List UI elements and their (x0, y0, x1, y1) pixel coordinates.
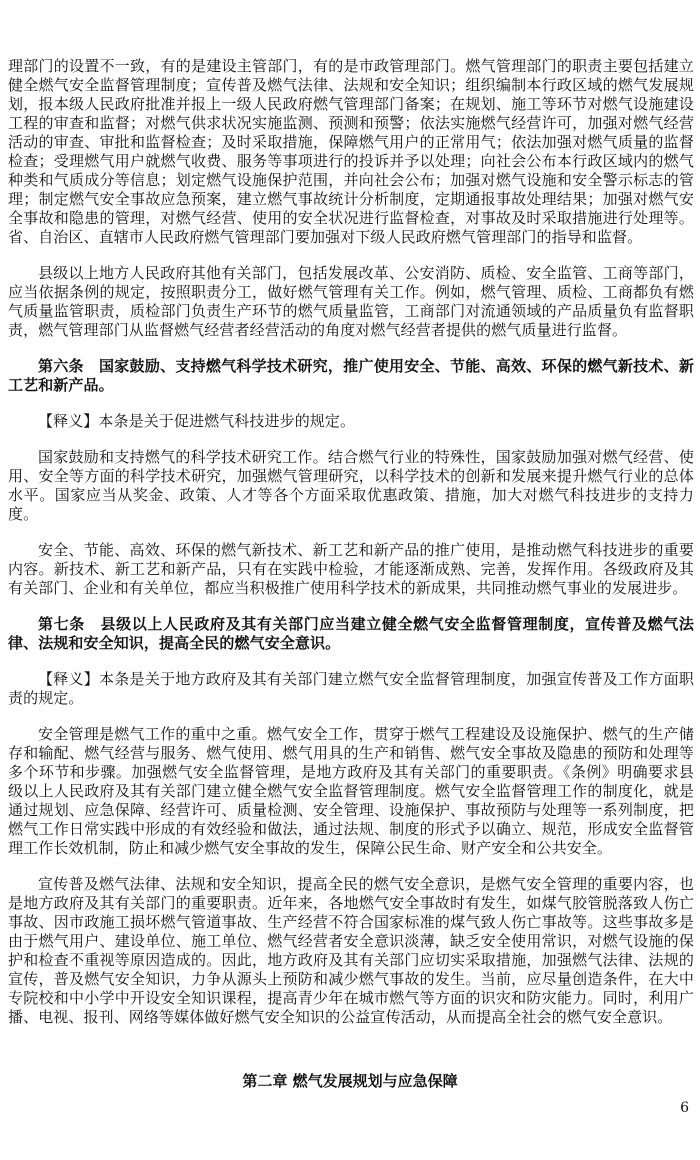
article-7-text: 第七条 县级以上人民政府及其有关部门应当建立健全燃气安全监督管理制度，宣传普及燃气法律、法规和安全知识，提高全民的燃气安全意识。 (8, 615, 694, 652)
paragraph-other-departments: 县级以上地方人民政府其他有关部门，包括发展改革、公安消防、质检、安全监管、工商等部门，应当依据条例的规定，按照职责分工，做好燃气管理有关工作。例如，燃气管理、质检、工商都负有燃气质量监管职责，质检部门负责生产环节的燃气质量监管，工商部门对流通领域的产品质量负有监督职责，燃气管理部门从监督燃气经营者经营活动的角度对燃气经营者提供的燃气质量进行监督。 (8, 264, 694, 339)
page-number: 6 (680, 1100, 689, 1116)
paragraph-safety-management: 安全管理是燃气工作的重中之重。燃气安全工作，贯穿于燃气工程建设及设施保护、燃气的生产储存和输配、燃气经营与服务、燃气使用、燃气用具的生产和销售、燃气安全事故及隐患的预防和处理等多个环节和步骤。加强燃气安全监督管理，是地方政府及其有关部门的重要职责。《条例》明确要求县级以上人民政府及其有关部门建立健全燃气安全监督管理制度。燃气安全监督管理工作的制度化，就是通过规划、应急保障、经营许可、质量检测、安全管理、设施保护、事故预防与处理等一系列制度，把燃气工作日常实践中形成的有效经验和做法，通过法规、制度的形式予以确立、规范，形成安全监督管理工作长效机制，防止和减少燃气安全事故的发生，保障公民生命、财产安全和公共安全。 (8, 725, 694, 857)
page-body-text (8, 57, 694, 1044)
article-6-text: 第六条 国家鼓励、支持燃气科学技术研究，推广使用安全、节能、高效、环保的燃气新技术、新工艺和新产品。 (8, 357, 694, 394)
article-7-commentary-lead: 【释义】本条是关于地方政府及其有关部门建立燃气安全监督管理制度，加强宣传普及工作方面职责的规定。 (8, 670, 694, 707)
chapter-2-heading: 第二章 燃气发展规划与应急保障 (242, 1072, 458, 1090)
paragraph-new-technology: 安全、节能、高效、环保的燃气新技术、新工艺和新产品的推广使用，是推动燃气科技进步的重要内容。新技术、新工艺和新产品，只有在实践中检验，才能逐渐成熟、完善，发挥作用。各级政府及其有关部门、企业和有关单位，都应当积极推广使用科学技术的新成果，共同推动燃气事业的发展进步。 (8, 541, 694, 597)
article-6-commentary-lead: 【释义】本条是关于促进燃气科技进步的规定。 (38, 412, 356, 430)
paragraph-science-research: 国家鼓励和支持燃气的科学技术研究工作。结合燃气行业的特殊性，国家鼓励加强对燃气经营、使用、安全等方面的科学技术研究，加强燃气管理研究，以科学技术的创新和发展来提升燃气行业的总体水平。国家应当从奖金、政策、人才等各个方面采取优惠政策、措施，加大对燃气科技进步的支持力度。 (8, 448, 694, 523)
paragraph-publicity-education: 宣传普及燃气法律、法规和安全知识，提高全民的燃气安全意识，是燃气安全管理的重要内容，也是地方政府及其有关部门的重要职责。近年来，各地燃气安全事故时有发生，如煤气胶管脱落致人伤亡事故、因市政施工损坏燃气管道事故、生产经营不符合国家标准的煤气致人伤亡事故等。这些事故多是由于燃气用户、建设单位、施工单位、燃气经营者安全意识淡薄，缺乏安全使用常识，对燃气设施的保护和检查不重视等原因造成的。因此，地方政府及其有关部门应切实采取措施，加强燃气法律、法规的宣传，普及燃气安全知识，力争从源头上预防和减少燃气事故的发生。当前，应尽量创造条件，在大中专院校和中小学中开设安全知识课程，提高青少年在城市燃气等方面的识灾和防灾能力。同时，利用广播、电视、报刊、网络等媒体做好燃气安全知识的公益宣传活动，从而提高全社会的燃气安全意识。 (8, 875, 694, 1026)
paragraph-gas-admin-duties: 理部门的设置不一致，有的是建设主管部门，有的是市政管理部门。燃气管理部门的职责主要包括建立健全燃气安全监督管理制度；宣传普及燃气法律、法规和安全知识；组织编制本行政区域的燃气发展规划，报本级人民政府批准并报上一级人民政府燃气管理部门备案；在规划、施工等环节对燃气设施建设工程的审查和监督；对燃气供求状况实施监测、预测和预警；依法实施燃气经营许可，加强对燃气经营活动的审查、审批和监督检查；及时采取措施，保障燃气用户的正常用气；依法加强对燃气质量的监督检查；受理燃气用户就燃气收费、服务等事项进行的投诉并予以处理；向社会公布本行政区域内的燃气种类和气质成分等信息；划定燃气设施保护范围，并向社会公布；加强对燃气设施和安全警示标志的管理；制定燃气安全事故应急预案，建立燃气事故统计分析制度，定期通报事故处理结果；加强对燃气安全事故和隐患的管理，对燃气经营、使用的安全状况进行监督检查，对事故及时采取措施进行处理等。省、自治区、直辖市人民政府燃气管理部门要加强对下级人民政府燃气管理部门的指导和监督。 (8, 57, 694, 246)
